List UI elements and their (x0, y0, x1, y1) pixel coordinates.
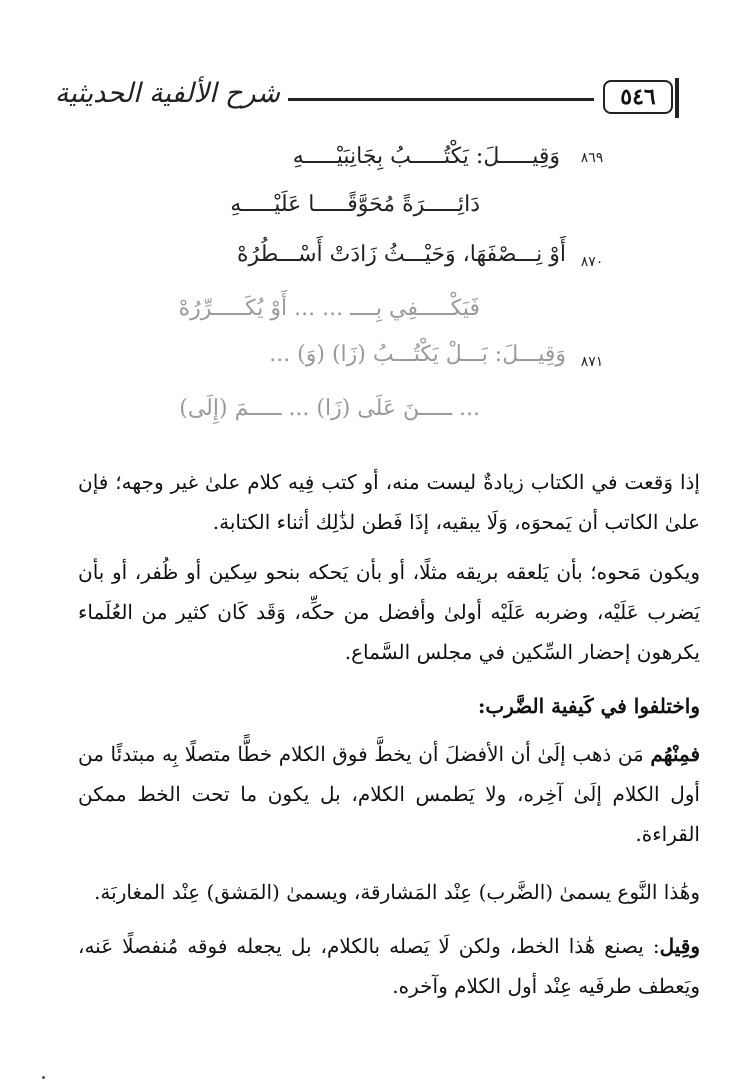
section-heading (78, 686, 700, 726)
verse-line: فَيَكْـــــفِي بِــــ ... ... أَوْ يُكَـــــرِّرُهْ (178, 296, 480, 321)
page-header (54, 76, 680, 122)
header-rule (288, 98, 594, 101)
verse-line: دَائِـــــرَةً مُحَوَّقًـــــا عَلَيْـــــهِ (230, 192, 480, 217)
scan-speck (42, 1076, 45, 1079)
paragraph (78, 552, 700, 672)
paragraph-text: : يصنع هَٰذا الخط، ولكن لَا يَصله بالكلام، بل يجعله فوقه مُنفصلًا عَنه، ويَعطف طرفَيه عِنْد أول الكلام وآخره. (78, 934, 700, 998)
page-number (603, 80, 673, 114)
paragraph-lead: واختلفوا في كَيفية الضَّرب: (477, 694, 700, 718)
verse-line: وَقِيـــــلَ: يَكْتُـــــبُ بِجَانِبَيْـــــهِ (292, 144, 560, 169)
paragraph (78, 462, 700, 542)
verse-line: وَقِيـــلَ: بَـــلْ يَكْتُـــبُ (زَا) (وَ) ... (269, 342, 566, 367)
paragraph-text: مَن ذهب إلَىٰ أن الأفضلَ أن يخطَّ فوق الكلام خطًّا متصلًا بِه مبتدئًا من أول الكلام إلَىٰ آخِره، ولا يَطمس الكلام، بل يكون ما تحت الخط ممكن القراءة. (78, 742, 700, 846)
paragraph-text: ويكون مَحوه؛ بأن يَلعقه بريقه مثلًا، أو بأن يَحكه بنحو سِكين أو ظُفر، أو بأن يَضرب عَلَيْه، وضربه عَلَيْه أولىٰ وأفضل من حكِّه، وَقَد كَان كثير من العُلَماء يكرهون إحضار السِّكين في مجلس السَّماع. (78, 560, 700, 664)
verse-line: أَوْ نِـــصْفَهَا، وَحَيْـــثُ زَادَتْ أَسْـــطُرُهْ (237, 242, 566, 267)
paragraph (78, 734, 700, 854)
paragraph-lead: وقِيل (659, 934, 700, 958)
page-number-text: ٥٤٦ (620, 84, 656, 110)
paragraph (78, 872, 700, 912)
paragraph-text: وهَٰذا النَّوع يسمىٰ (الضَّرب) عِنْد المَشارقة، ويسمىٰ (المَشق) عِنْد المغاربَة. (94, 880, 700, 904)
paragraph (78, 926, 700, 1006)
verse-number: ٨٧٠ (580, 254, 604, 270)
verse-number: ٨٦٩ (580, 150, 604, 166)
verse-number: ٨٧١ (580, 354, 604, 370)
paragraph-lead: فمِنْهُم (650, 742, 700, 766)
book-title: شرح الألفية الحديثية (54, 78, 280, 109)
paragraph-text: إذا وَقعت في الكتاب زيادةٌ ليست منه، أو كتب فِيه كلام علىٰ غير وجهه؛ فإن علىٰ الكاتب أن يَمحوَه، وَلَا يبقيه، إذَا فَطن لذَٰلِك أثناء الكتابة. (78, 470, 700, 534)
verse-line: ... ـــــنَ عَلَى (زَا) ... ـــــمَ (إِلَى) (179, 396, 480, 421)
